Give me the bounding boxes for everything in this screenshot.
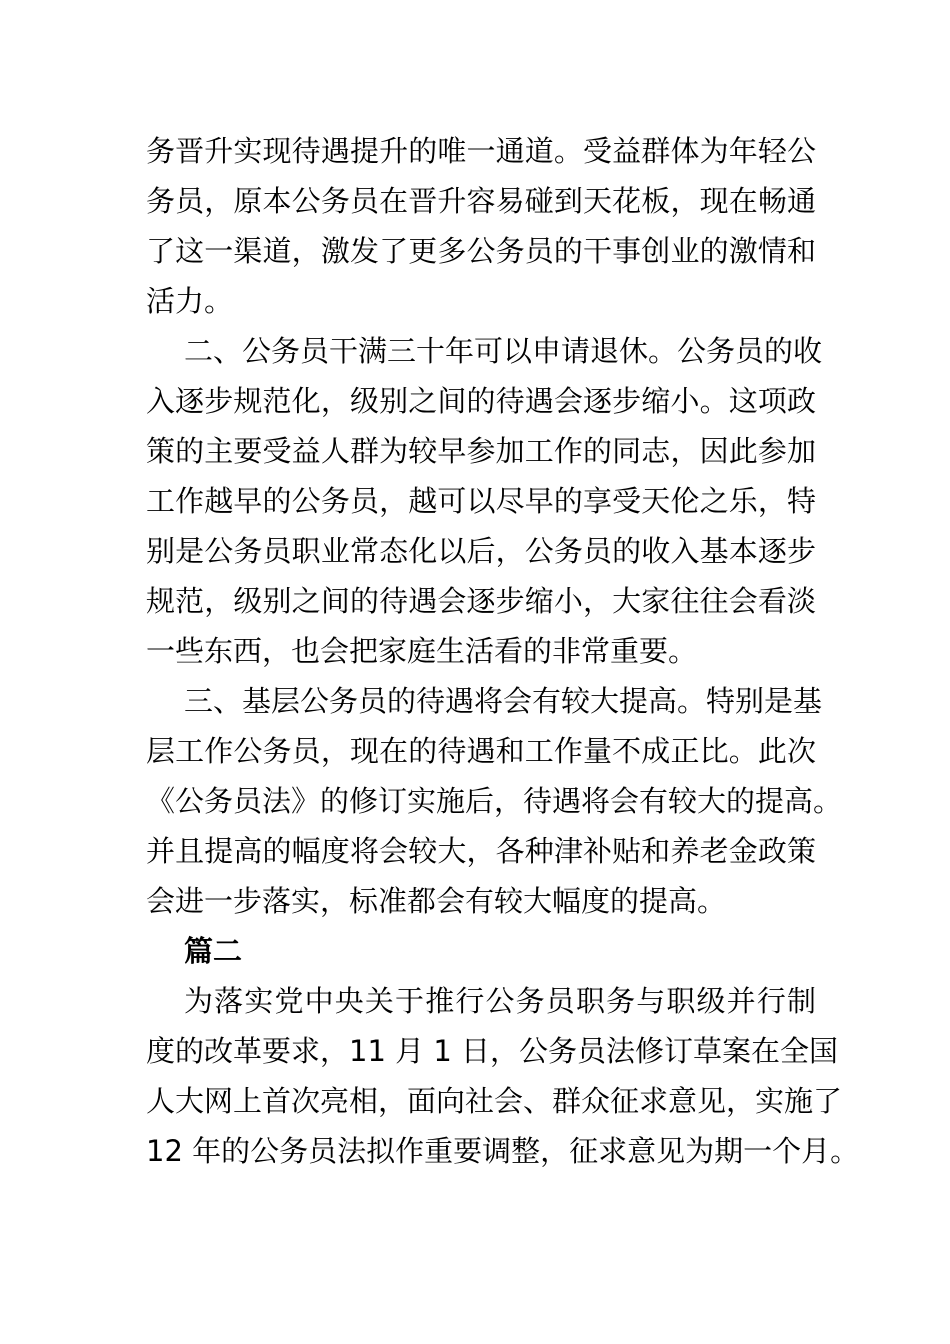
text-line: 并且提高的幅度将会较大，各种津补贴和养老金政策 bbox=[146, 834, 816, 868]
text-line: 《公务员法》的修订实施后，待遇将会有较大的提高。 bbox=[146, 784, 843, 818]
text-line: 规范，级别之间的待遇会逐步缩小，大家往往会看淡 bbox=[146, 584, 816, 618]
text-line: 工作越早的公务员，越可以尽早的享受天伦之乐，特 bbox=[146, 484, 816, 518]
text-line: 策的主要受益人群为较早参加工作的同志，因此参加 bbox=[146, 434, 816, 468]
text-line: 人大网上首次亮相，面向社会、群众征求意见，实施了 bbox=[146, 1084, 843, 1118]
paragraph-3 bbox=[146, 676, 843, 926]
document-body bbox=[146, 126, 860, 1176]
text-line: 度的改革要求，11 月 1 日，公务员法修订草案在全国 bbox=[146, 1034, 839, 1068]
text-line: 活力。 bbox=[146, 284, 234, 318]
text-line: 入逐步规范化，级别之间的待遇会逐步缩小。这项政 bbox=[146, 384, 816, 418]
text-line: 了这一渠道，激发了更多公务员的干事创业的激情和 bbox=[146, 234, 816, 268]
paragraph-4 bbox=[146, 976, 860, 1176]
section-heading: 篇二 bbox=[184, 934, 243, 968]
paragraph-2 bbox=[146, 326, 823, 676]
text-line: 一些东西，也会把家庭生活看的非常重要。 bbox=[146, 634, 698, 668]
text-line: 二、公务员干满三十年可以申请退休。公务员的收 bbox=[184, 334, 823, 368]
text-line: 务晋升实现待遇提升的唯一通道。受益群体为年轻公 bbox=[146, 134, 816, 168]
text-line: 12 年的公务员法拟作重要调整，征求意见为期一个月。 bbox=[146, 1134, 860, 1168]
text-line: 层工作公务员，现在的待遇和工作量不成正比。此次 bbox=[146, 734, 816, 768]
text-line: 为落实党中央关于推行公务员职务与职级并行制 bbox=[184, 984, 816, 1018]
text-line: 三、基层公务员的待遇将会有较大提高。特别是基 bbox=[184, 684, 823, 718]
text-line: 别是公务员职业常态化以后，公务员的收入基本逐步 bbox=[146, 534, 816, 568]
paragraph-1 bbox=[146, 126, 816, 326]
text-line: 务员，原本公务员在晋升容易碰到天花板，现在畅通 bbox=[146, 184, 816, 218]
text-line: 会进一步落实，标准都会有较大幅度的提高。 bbox=[146, 884, 727, 918]
